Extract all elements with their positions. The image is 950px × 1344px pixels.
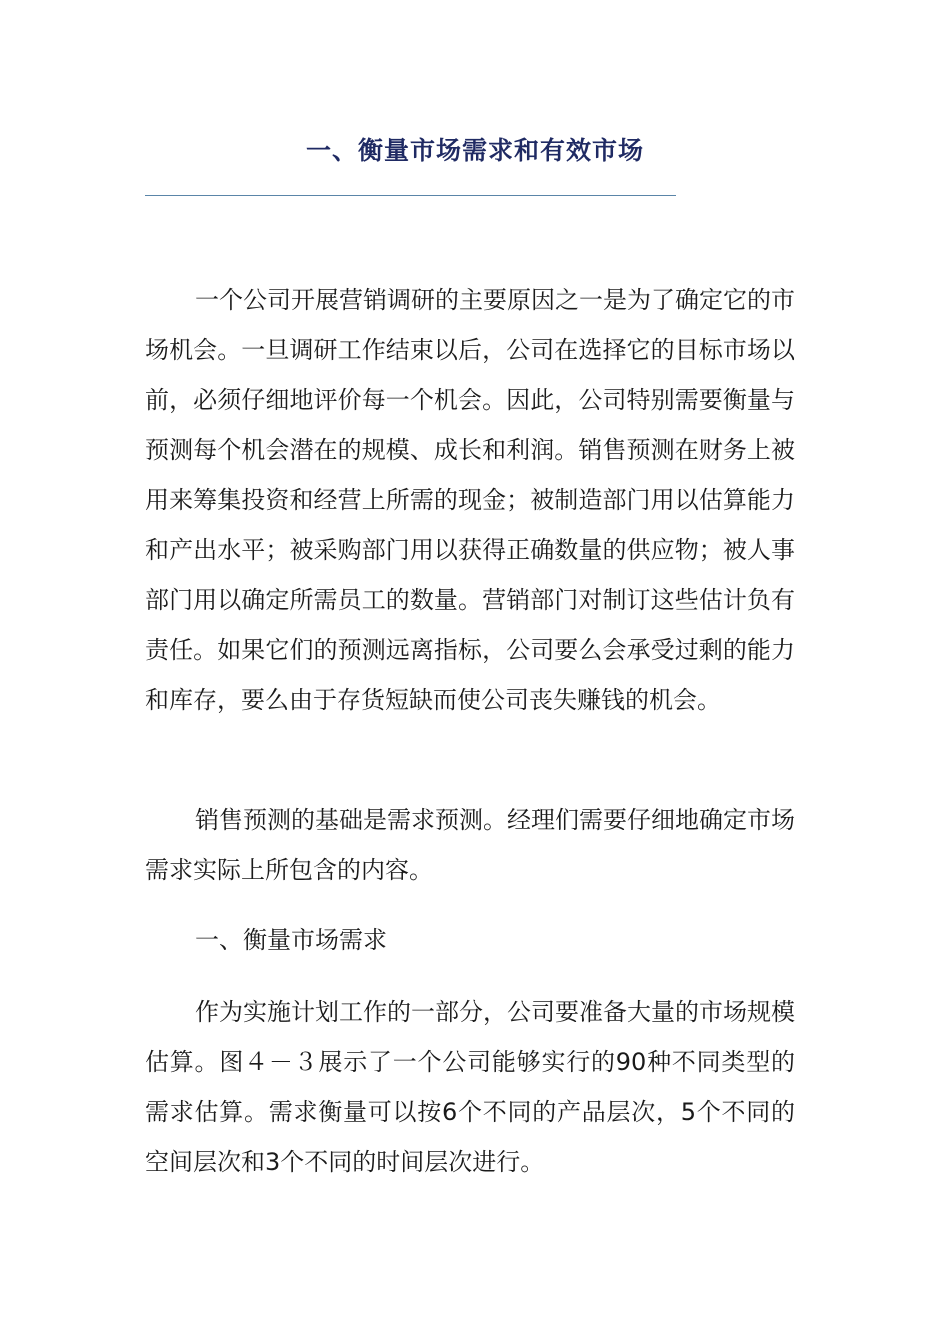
section-heading-measure-demand: 一、衡量市场需求 [195,926,387,954]
paragraph-demand-estimates: 作为实施计划工作的一部分，公司要准备大量的市场规模估算。图４－３展示了一个公司能够实行的90种不同类型的需求估算。需求衡量可以按6个不同的产品层次，5个不同的空间层次和3个不同的时间层次进行。 [145,998,795,1176]
paragraph-sales-forecast: 销售预测的基础是需求预测。经理们需要仔细地确定市场需求实际上所包含的内容。 [145,806,795,884]
document-title: 一、衡量市场需求和有效市场 [305,136,644,165]
paragraph-intro: 一个公司开展营销调研的主要原因之一是为了确定它的市场机会。一旦调研工作结束以后，公司在选择它的目标市场以前，必须仔细地评价每一个机会。因此，公司特别需要衡量与预测每个机会潜在的规模、成长和利润。销售预测在财务上被用来筹集投资和经营上所需的现金；被制造部门用以估算能力和产出水平；被采购部门用以获得正确数量的供应物；被人事部门用以确定所需员工的数量。营销部门对制订这些估计负有责任。如果它们的预测远离指标，公司要么会承受过剩的能力和库存，要么由于存货短缺而使公司丧失赚钱的机会。 [145,286,795,714]
title-divider [145,195,676,196]
